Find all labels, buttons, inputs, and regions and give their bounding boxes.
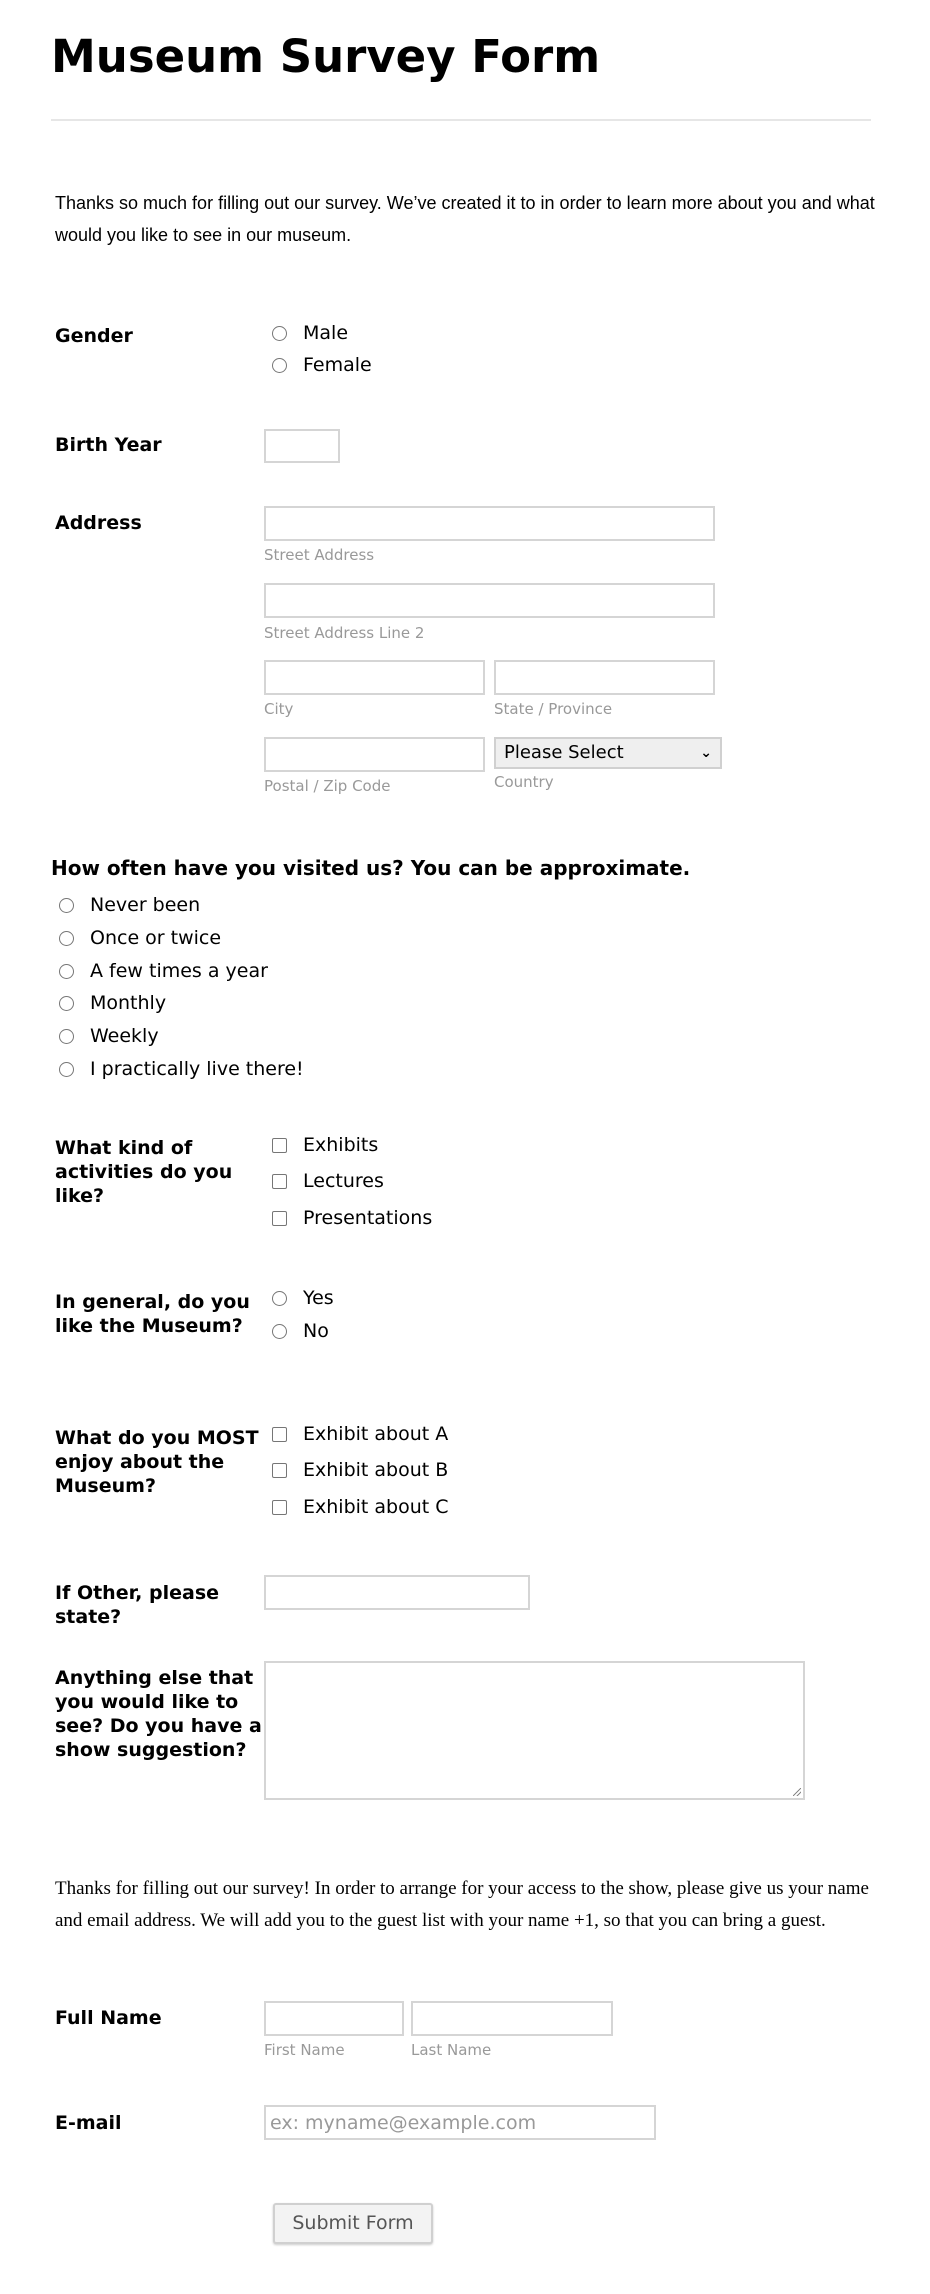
first-name-sublabel: First Name: [264, 2041, 345, 2059]
option-label: Weekly: [90, 1025, 159, 1047]
like-yes-radio[interactable]: [272, 1286, 334, 1310]
radio-icon: [59, 996, 74, 1011]
suggestion-textarea[interactable]: [264, 1661, 805, 1800]
last-name-sublabel: Last Name: [411, 2041, 492, 2059]
email-label: E-mail: [55, 2112, 122, 2134]
checkbox-icon: [272, 1211, 287, 1226]
birth-year-label: Birth Year: [55, 434, 162, 456]
radio-icon: [272, 326, 287, 341]
option-label: Yes: [303, 1287, 334, 1309]
option-label: Female: [303, 354, 372, 376]
state-sublabel: State / Province: [494, 700, 613, 718]
birth-year-input[interactable]: [264, 429, 340, 463]
first-name-input[interactable]: [264, 2001, 404, 2036]
option-label: Exhibit about B: [303, 1459, 449, 1481]
radio-icon: [59, 931, 74, 946]
activities-checkbox[interactable]: [272, 1169, 384, 1193]
visits-option[interactable]: [59, 1057, 304, 1081]
street-address-sublabel: Street Address: [264, 546, 375, 564]
other-input[interactable]: [264, 1575, 530, 1610]
gender-label: Gender: [55, 325, 133, 347]
option-label: Monthly: [90, 992, 167, 1014]
radio-icon: [59, 1062, 74, 1077]
radio-icon: [272, 1291, 287, 1306]
radio-icon: [59, 898, 74, 913]
option-label: Presentations: [303, 1207, 433, 1229]
like-museum-label: In general, do you like the Museum?: [55, 1291, 250, 1337]
city-input[interactable]: [264, 660, 485, 695]
address-label: Address: [55, 512, 142, 534]
chevron-down-icon: ⌄: [700, 745, 712, 761]
last-name-input[interactable]: [411, 2001, 613, 2036]
option-label: I practically live there!: [90, 1058, 304, 1080]
option-label: Never been: [90, 894, 201, 916]
checkbox-icon: [272, 1138, 287, 1153]
enjoy-checkbox[interactable]: [272, 1495, 449, 1519]
email-input[interactable]: [264, 2105, 656, 2140]
enjoy-checkbox[interactable]: [272, 1422, 448, 1446]
checkbox-icon: [272, 1427, 287, 1442]
visits-option[interactable]: [59, 959, 268, 983]
suggestion-label: Anything else that you would like to see? Do you have a show suggestion?: [55, 1667, 262, 1761]
activities-checkbox[interactable]: [272, 1133, 378, 1157]
checkbox-icon: [272, 1500, 287, 1515]
radio-icon: [59, 1029, 74, 1044]
visits-option[interactable]: [59, 893, 200, 917]
activities-checkbox[interactable]: [272, 1206, 432, 1230]
street-address-line2-sublabel: Street Address Line 2: [264, 624, 425, 642]
state-input[interactable]: [494, 660, 715, 695]
enjoy-checkbox[interactable]: [272, 1458, 448, 1482]
enjoy-label: What do you MOST enjoy about the Museum?: [55, 1427, 259, 1497]
option-label: Lectures: [303, 1170, 384, 1192]
visits-question: How often have you visited us? You can be approximate.: [51, 856, 691, 880]
gender-male-radio[interactable]: [272, 321, 348, 345]
option-label: Exhibit about A: [303, 1423, 449, 1445]
divider: [51, 119, 871, 121]
option-label: Male: [303, 322, 349, 344]
intro-text: Thanks so much for filling out our survey. We’ve created it to in order to learn more about you and what would you like to see in our museum.: [55, 193, 875, 245]
full-name-label: Full Name: [55, 2007, 162, 2029]
option-label: A few times a year: [90, 960, 268, 982]
radio-icon: [272, 1324, 287, 1339]
resize-handle-icon[interactable]: [793, 1788, 801, 1796]
option-label: Exhibit about C: [303, 1496, 449, 1518]
visits-option[interactable]: [59, 991, 166, 1015]
city-sublabel: City: [264, 700, 294, 718]
checkbox-icon: [272, 1463, 287, 1478]
other-label: If Other, please state?: [55, 1582, 220, 1628]
checkbox-icon: [272, 1174, 287, 1189]
outro-text: Thanks for filling out our survey! In order to arrange for your access to the show, please give us your name and email address. We will add you to the guest list with your name +1, so that you can bring a guest.: [55, 1878, 869, 1931]
radio-icon: [272, 358, 287, 373]
activities-label: What kind of activities do you like?: [55, 1137, 233, 1207]
visits-option[interactable]: [59, 1024, 159, 1048]
option-label: No: [303, 1320, 329, 1342]
radio-icon: [59, 964, 74, 979]
country-sublabel: Country: [494, 773, 554, 791]
street-address-line2-input[interactable]: [264, 583, 715, 618]
page-title: Museum Survey Form: [51, 30, 601, 83]
submit-button[interactable]: Submit Form: [273, 2203, 433, 2244]
country-selected-value: Please Select: [504, 742, 624, 763]
visits-option[interactable]: [59, 926, 221, 950]
postal-code-input[interactable]: [264, 737, 485, 772]
email-placeholder: ex: myname@example.com: [270, 2112, 537, 2134]
country-select[interactable]: [494, 737, 722, 769]
gender-female-radio[interactable]: [272, 353, 372, 377]
like-no-radio[interactable]: [272, 1319, 329, 1343]
option-label: Exhibits: [303, 1134, 379, 1156]
option-label: Once or twice: [90, 927, 222, 949]
postal-code-sublabel: Postal / Zip Code: [264, 777, 391, 795]
street-address-input[interactable]: [264, 506, 715, 541]
